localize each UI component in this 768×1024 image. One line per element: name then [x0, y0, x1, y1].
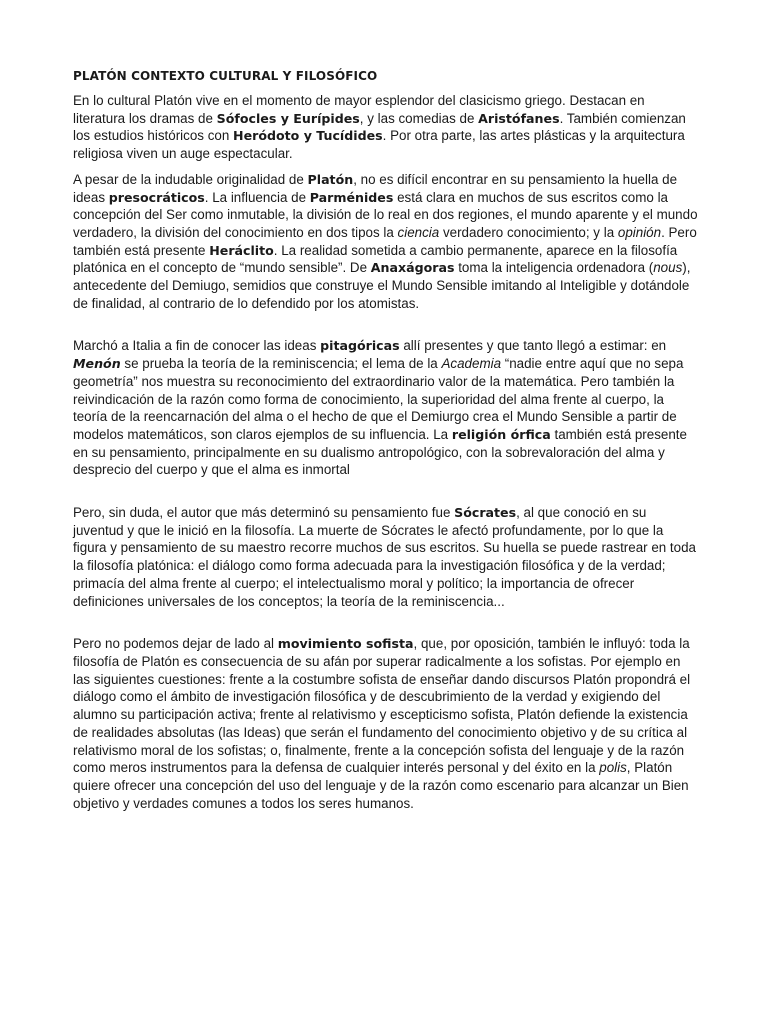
text-run: toma la inteligencia ordenadora ( — [454, 260, 654, 276]
document-title: PLATÓN CONTEXTO CULTURAL Y FILOSÓFICO — [73, 69, 378, 83]
text-run: , no es difícil encontrar en su pensamiento la huella de ideas — [73, 171, 678, 205]
bold-term: Sófocles y Eurípides — [216, 110, 360, 126]
text-run: . La realidad sometida a cambio permanente, aparece en la filosofía platónica en el concepto de “mundo sensible”. De — [73, 242, 678, 276]
text-run: , Platón quiere ofrecer una concepción del uso del lenguaje y de la razón como escenario para alcanzar un Bien objetivo y verdades comunes a todos los seres humanos. — [73, 760, 689, 811]
bold-term: Aristófanes — [478, 110, 560, 126]
paragraph-pythagorean-influence — [73, 337, 700, 479]
text-run: ), antecedente del Demiugo, semidios que construye el Mundo Sensible imitando al Inteligible y dotándole de finalidad, al contrario de lo defendido por los atomistas. — [73, 260, 691, 311]
text-run: “nadie entre aquí que no sepa geometría” nos muestra su reconocimiento del extraordinario valor de la matemática. Pero también la reivindicación de la razón como forma de conocimiento, la superioridad del alma frente al cuerpo, la teoría de la reencarnación del alma o el hecho de que el Demiurgo crea el Mundo Sensible a partir de modelos matemáticos, son claros ejemplos de su influencia. La — [73, 356, 684, 442]
paragraph-spacer — [73, 610, 700, 635]
document-page — [73, 68, 700, 812]
bold-term: Heródoto y Tucídides — [233, 128, 383, 144]
bold-term: pitagóricas — [320, 338, 400, 354]
text-run: . Por otra parte, las artes plásticas y la arquitectura religiosa viven un auge espectacular. — [73, 128, 685, 162]
text-run: . La influencia de — [204, 189, 310, 205]
paragraph-spacer — [73, 163, 700, 171]
bold-term: presocráticos — [108, 189, 205, 205]
text-run: . Pero también está presente — [73, 224, 697, 258]
paragraph-spacer — [73, 312, 700, 337]
paragraph-socrates-influence — [73, 504, 700, 610]
italic-term: ciencia — [397, 224, 440, 240]
text-run: , al que conoció en su juventud y que le inició en la filosofía. La muerte de Sócrates le afectó profundamente, por lo que la figura y pensamiento de su maestro recorre muchos de sus escritos. Su huella se puede rastrear en toda la filosofía platónica: el diálogo como forma adecuada para la investigación filosófica y de la verdad; primacía del alma frente al cuerpo; el intelectualismo moral y político; la importancia de ofrecer definiciones universales de los conceptos; la teoría de la reminiscencia... — [73, 505, 696, 609]
text-run: , y las comedias de — [359, 110, 479, 126]
paragraph-cultural-context — [73, 92, 700, 163]
text-run: también está presente en su pensamiento, principalmente en su dualismo antropológico, con la sobrevaloración del alma y desprecio del cuerpo y que el alma es inmortal — [73, 426, 687, 478]
text-run: Pero, sin duda, el autor que más determinó su pensamiento fue — [73, 505, 455, 521]
text-run: . También comienzan los estudios históricos con — [73, 110, 686, 144]
italic-term: nous — [653, 260, 683, 276]
bold-term: Parménides — [309, 189, 394, 205]
paragraph-spacer — [73, 479, 700, 504]
bold-term: Heráclito — [209, 242, 274, 258]
bold-term: Sócrates — [454, 505, 517, 521]
bold-term: movimiento sofista — [277, 636, 414, 652]
italic-term: opinión — [617, 224, 662, 240]
text-run: , que, por oposición, también le influyó: toda la filosofía de Platón es consecuencia de su afán por superar radicalmente a los sofistas. Por ejemplo en las siguientes cuestiones: frente a la costumbre sofista de enseñar dando discursos Platón propondrá el diálogo como el ámbito de investigación filosófica y de descubrimiento de la verdad y exigiendo del alumno su participación activa; frente al relativismo y escepticismo sofista, Platón defiende la existencia de realidades absolutas (las Ideas) que serán el fundamento del conocimiento objetivo y de su crítica al relativismo moral de los sofistas; o, finalmente, frente a la concepción sofista del lenguaje y de la razón como meros instrumentos para la defensa de cualquier interés personal y del éxito en la — [73, 636, 691, 776]
text-run: A pesar de la indudable originalidad de — [73, 171, 308, 187]
bold-term: Anaxágoras — [370, 260, 455, 276]
text-run: se prueba la teoría de la reminiscencia; el lema de la — [120, 356, 442, 372]
bold-term: Platón — [307, 171, 354, 187]
paragraph-sophist-movement — [73, 635, 700, 812]
text-run: Marchó a Italia a fin de conocer las ideas — [73, 338, 321, 354]
italic-term: Academia — [441, 356, 502, 372]
italic-term: polis — [599, 760, 627, 776]
bold-term: religión órfica — [451, 426, 551, 442]
text-run: allí presentes y que tanto llegó a estimar: en — [399, 338, 667, 354]
text-run: En lo cultural Platón vive en el momento de mayor esplendor del clasicismo griego. Destacan en literatura los dramas de — [73, 93, 645, 126]
paragraph-presocratic-influence — [73, 171, 700, 313]
bold-italic-term: Menón — [73, 356, 121, 372]
text-run: está clara en muchos de sus escritos como la concepción del Ser como inmutable, la división de lo real en dos regiones, el mundo aparente y el mundo verdadero, la división del conocimiento en dos tipos la — [73, 189, 698, 240]
text-run: verdadero conocimiento; y la — [439, 224, 618, 240]
text-run: Pero no podemos dejar de lado al — [73, 636, 278, 652]
